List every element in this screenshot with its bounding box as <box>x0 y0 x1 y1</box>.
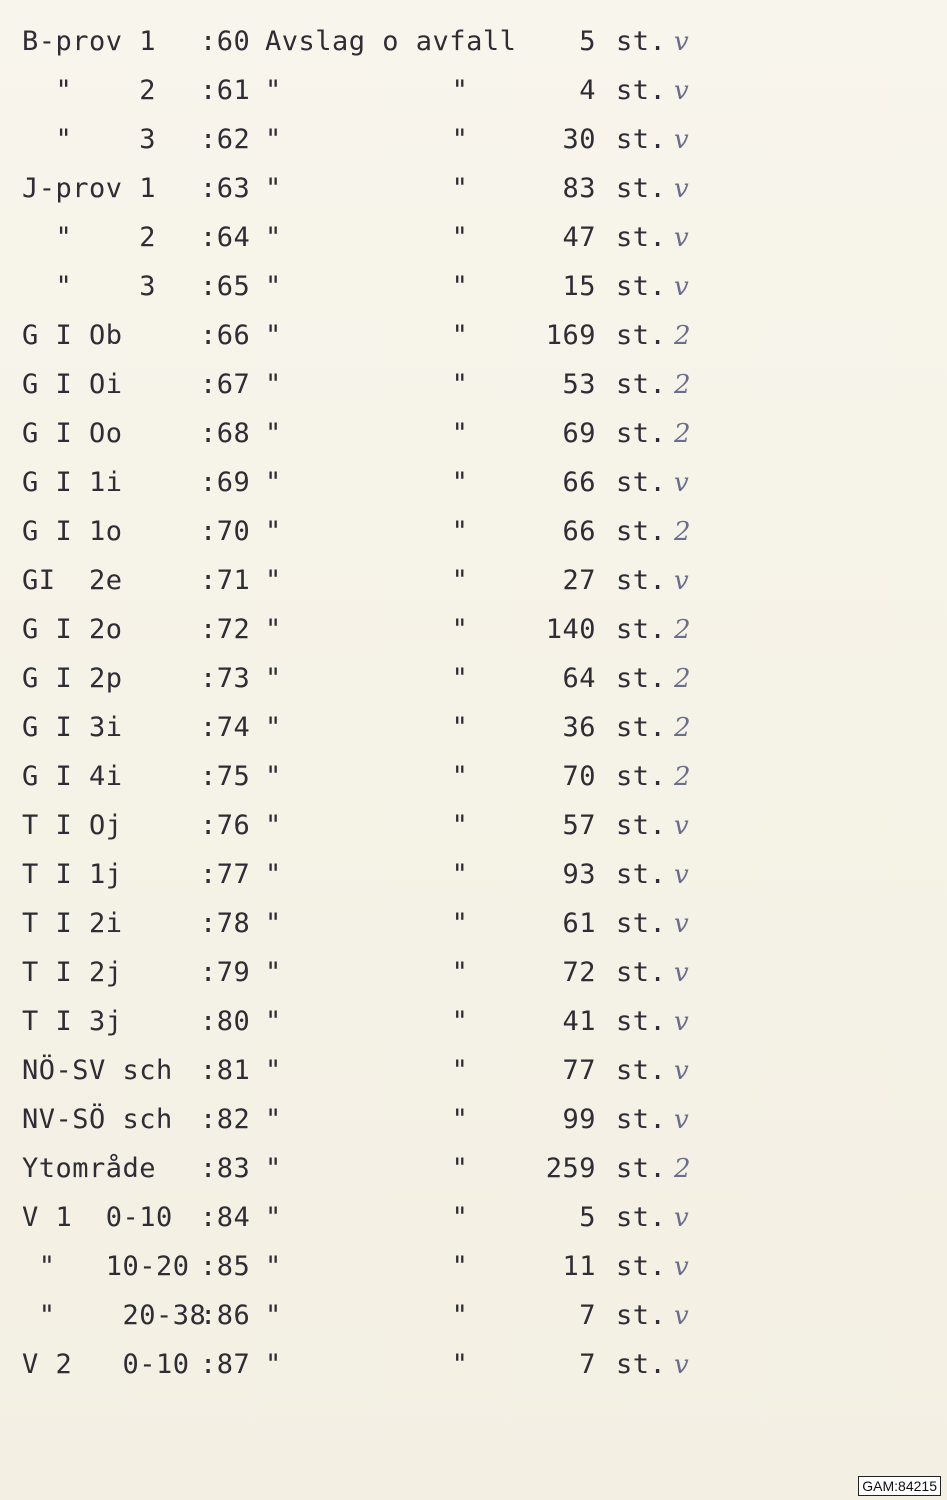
entry-count: 5 <box>579 26 596 57</box>
entry-check-mark: 2 <box>674 517 692 547</box>
entry-count: 47 <box>562 222 596 253</box>
entry-number: :73 <box>200 663 251 694</box>
entry-number: :81 <box>200 1055 251 1086</box>
entry-count: 77 <box>562 1055 596 1086</box>
entry-unit: st. <box>616 1006 667 1037</box>
entry-number: :83 <box>200 1153 251 1184</box>
entry-description: " <box>265 1202 282 1233</box>
entry-description: " <box>265 663 282 694</box>
entry-number: :63 <box>200 173 251 204</box>
entry-count: 41 <box>562 1006 596 1037</box>
entry-check-mark: v <box>674 1007 690 1037</box>
entry-description: " <box>265 1251 282 1282</box>
entry-check-mark: v <box>674 909 690 939</box>
entry-unit: st. <box>616 418 667 449</box>
entry-unit: st. <box>616 712 667 743</box>
entry-check-mark: v <box>674 1056 690 1086</box>
entry-number: :69 <box>200 467 251 498</box>
entry-unit: st. <box>616 663 667 694</box>
entry-number: :86 <box>200 1300 251 1331</box>
entry-check-mark: 2 <box>674 321 692 351</box>
entry-label: " 10-20 <box>22 1251 190 1282</box>
entry-unit: st. <box>616 173 667 204</box>
entry-ditto: " <box>451 124 469 155</box>
entry-count: 27 <box>562 565 596 596</box>
entry-row <box>0 806 947 855</box>
entry-ditto: " <box>451 614 469 645</box>
entry-row <box>0 953 947 1002</box>
entry-check-mark: v <box>674 1301 690 1331</box>
entry-label: " 3 <box>22 271 157 302</box>
entry-number: :74 <box>200 712 251 743</box>
entry-ditto: " <box>451 1104 469 1135</box>
entry-description: " <box>265 614 282 645</box>
entry-label: T I 2j <box>22 957 123 988</box>
entry-description: " <box>265 761 282 792</box>
entry-ditto: " <box>451 1349 469 1380</box>
entry-number: :82 <box>200 1104 251 1135</box>
entry-ditto: " <box>451 516 469 547</box>
entry-label: " 3 <box>22 124 157 155</box>
entry-check-mark: 2 <box>674 713 692 743</box>
entry-count: 66 <box>562 516 596 547</box>
entry-unit: st. <box>616 1153 667 1184</box>
entry-unit: st. <box>616 124 667 155</box>
entry-count: 4 <box>579 75 596 106</box>
entry-list <box>0 22 947 1394</box>
entry-unit: st. <box>616 1202 667 1233</box>
entry-label: " 2 <box>22 75 157 106</box>
entry-check-mark: 2 <box>674 615 692 645</box>
entry-check-mark: v <box>674 76 690 106</box>
entry-description: " <box>265 1006 282 1037</box>
entry-description: " <box>265 1153 282 1184</box>
entry-check-mark: v <box>674 125 690 155</box>
entry-number: :70 <box>200 516 251 547</box>
entry-description: " <box>265 418 282 449</box>
entry-check-mark: v <box>674 860 690 890</box>
entry-label: NÖ-SV sch <box>22 1055 173 1086</box>
entry-row <box>0 708 947 757</box>
entry-count: 69 <box>562 418 596 449</box>
entry-check-mark: 2 <box>674 419 692 449</box>
entry-count: 7 <box>579 1349 596 1380</box>
entry-label: " 20-38 <box>22 1300 207 1331</box>
entry-number: :87 <box>200 1349 251 1380</box>
entry-description: " <box>265 320 282 351</box>
entry-count: 83 <box>562 173 596 204</box>
entry-unit: st. <box>616 1251 667 1282</box>
entry-unit: st. <box>616 320 667 351</box>
entry-unit: st. <box>616 369 667 400</box>
entry-row <box>0 365 947 414</box>
entry-check-mark: 2 <box>674 664 692 694</box>
entry-label: V 1 0-10 <box>22 1202 173 1233</box>
entry-count: 5 <box>579 1202 596 1233</box>
entry-row <box>0 414 947 463</box>
entry-unit: st. <box>616 1104 667 1135</box>
entry-row <box>0 659 947 708</box>
entry-ditto: " <box>451 859 469 890</box>
entry-ditto: " <box>451 1251 469 1282</box>
entry-unit: st. <box>616 271 667 302</box>
entry-ditto: " <box>451 75 469 106</box>
entry-description: " <box>265 565 282 596</box>
entry-description: " <box>265 1055 282 1086</box>
entry-label: T I 3j <box>22 1006 123 1037</box>
entry-description: " <box>265 516 282 547</box>
entry-row <box>0 463 947 512</box>
entry-label: G I 1o <box>22 516 123 547</box>
entry-count: 70 <box>562 761 596 792</box>
entry-label: T I Oj <box>22 810 123 841</box>
entry-number: :71 <box>200 565 251 596</box>
entry-row <box>0 218 947 267</box>
entry-description: " <box>265 124 282 155</box>
entry-ditto: " <box>451 1300 469 1331</box>
entry-row <box>0 1345 947 1394</box>
entry-label: " 2 <box>22 222 157 253</box>
entry-label: J-prov 1 <box>22 173 157 204</box>
entry-unit: st. <box>616 467 667 498</box>
entry-unit: st. <box>616 1349 667 1380</box>
entry-label: T I 2i <box>22 908 123 939</box>
entry-count: 64 <box>562 663 596 694</box>
entry-check-mark: v <box>674 1105 690 1135</box>
entry-count: 30 <box>562 124 596 155</box>
entry-number: :66 <box>200 320 251 351</box>
entry-ditto: " <box>451 418 469 449</box>
entry-label: Ytområde <box>22 1153 157 1184</box>
entry-unit: st. <box>616 565 667 596</box>
entry-check-mark: 2 <box>674 762 692 792</box>
archive-stamp: GAM:84215 <box>858 1476 941 1496</box>
entry-number: :65 <box>200 271 251 302</box>
entry-row <box>0 120 947 169</box>
entry-row <box>0 1247 947 1296</box>
entry-number: :78 <box>200 908 251 939</box>
entry-description: " <box>265 369 282 400</box>
entry-number: :72 <box>200 614 251 645</box>
entry-label: V 2 0-10 <box>22 1349 190 1380</box>
entry-count: 99 <box>562 1104 596 1135</box>
entry-row <box>0 904 947 953</box>
entry-label: G I 4i <box>22 761 123 792</box>
entry-label: G I Ob <box>22 320 123 351</box>
entry-description: " <box>265 75 282 106</box>
entry-count: 61 <box>562 908 596 939</box>
entry-check-mark: v <box>674 27 690 57</box>
entry-description: " <box>265 712 282 743</box>
entry-ditto: " <box>451 957 469 988</box>
entry-ditto: " <box>451 663 469 694</box>
entry-check-mark: v <box>674 272 690 302</box>
entry-unit: st. <box>616 810 667 841</box>
entry-count: 169 <box>545 320 596 351</box>
entry-label: G I 2p <box>22 663 123 694</box>
entry-number: :60 <box>200 26 251 57</box>
entry-unit: st. <box>616 761 667 792</box>
entry-description: " <box>265 173 282 204</box>
entry-number: :62 <box>200 124 251 155</box>
entry-description: " <box>265 467 282 498</box>
entry-label: G I 2o <box>22 614 123 645</box>
entry-count: 15 <box>562 271 596 302</box>
entry-count: 140 <box>545 614 596 645</box>
entry-count: 11 <box>562 1251 596 1282</box>
entry-row <box>0 855 947 904</box>
entry-number: :76 <box>200 810 251 841</box>
entry-label: B-prov 1 <box>22 26 157 57</box>
entry-unit: st. <box>616 614 667 645</box>
entry-row <box>0 1100 947 1149</box>
entry-ditto: " <box>451 320 469 351</box>
entry-check-mark: v <box>674 566 690 596</box>
entry-count: 53 <box>562 369 596 400</box>
entry-unit: st. <box>616 1055 667 1086</box>
entry-row <box>0 512 947 561</box>
entry-unit: st. <box>616 908 667 939</box>
entry-row <box>0 1051 947 1100</box>
entry-number: :67 <box>200 369 251 400</box>
entry-check-mark: v <box>674 1252 690 1282</box>
entry-label: T I 1j <box>22 859 123 890</box>
entry-label: NV-SÖ sch <box>22 1104 173 1135</box>
entry-check-mark: 2 <box>674 1154 692 1184</box>
entry-description: " <box>265 1300 282 1331</box>
entry-check-mark: v <box>674 1350 690 1380</box>
entry-ditto: " <box>451 1006 469 1037</box>
entry-label: G I 3i <box>22 712 123 743</box>
entry-description: " <box>265 908 282 939</box>
entry-ditto: " <box>451 369 469 400</box>
entry-check-mark: v <box>674 223 690 253</box>
entry-ditto: " <box>451 271 469 302</box>
entry-label: G I Oi <box>22 369 123 400</box>
entry-row <box>0 1002 947 1051</box>
entry-number: :68 <box>200 418 251 449</box>
entry-row <box>0 1198 947 1247</box>
entry-ditto: " <box>451 1202 469 1233</box>
entry-description: " <box>265 1104 282 1135</box>
entry-ditto: " <box>451 173 469 204</box>
entry-check-mark: v <box>674 174 690 204</box>
entry-unit: st. <box>616 222 667 253</box>
entry-description: " <box>265 1349 282 1380</box>
entry-row <box>0 22 947 71</box>
entry-number: :79 <box>200 957 251 988</box>
entry-label: G I Oo <box>22 418 123 449</box>
entry-count: 36 <box>562 712 596 743</box>
entry-ditto: " <box>451 1055 469 1086</box>
entry-check-mark: v <box>674 1203 690 1233</box>
entry-row <box>0 316 947 365</box>
entry-count: 57 <box>562 810 596 841</box>
entry-description: " <box>265 271 282 302</box>
entry-number: :61 <box>200 75 251 106</box>
entry-ditto: " <box>451 565 469 596</box>
entry-check-mark: v <box>674 958 690 988</box>
entry-number: :80 <box>200 1006 251 1037</box>
entry-row <box>0 267 947 316</box>
entry-row <box>0 71 947 120</box>
entry-ditto: " <box>451 712 469 743</box>
entry-unit: st. <box>616 75 667 106</box>
entry-description: Avslag o avfall <box>265 26 517 57</box>
entry-number: :84 <box>200 1202 251 1233</box>
entry-row <box>0 1296 947 1345</box>
entry-unit: st. <box>616 26 667 57</box>
entry-number: :75 <box>200 761 251 792</box>
entry-number: :85 <box>200 1251 251 1282</box>
entry-unit: st. <box>616 859 667 890</box>
entry-label: GI 2e <box>22 565 123 596</box>
entry-count: 72 <box>562 957 596 988</box>
entry-unit: st. <box>616 957 667 988</box>
entry-row <box>0 1149 947 1198</box>
entry-unit: st. <box>616 516 667 547</box>
entry-count: 66 <box>562 467 596 498</box>
entry-check-mark: v <box>674 468 690 498</box>
entry-unit: st. <box>616 1300 667 1331</box>
entry-ditto: " <box>451 1153 469 1184</box>
entry-ditto: " <box>451 467 469 498</box>
entry-description: " <box>265 859 282 890</box>
entry-label: G I 1i <box>22 467 123 498</box>
entry-ditto: " <box>451 222 469 253</box>
entry-row <box>0 610 947 659</box>
entry-check-mark: 2 <box>674 370 692 400</box>
entry-number: :77 <box>200 859 251 890</box>
entry-ditto: " <box>451 908 469 939</box>
entry-description: " <box>265 957 282 988</box>
entry-ditto: " <box>451 761 469 792</box>
entry-count: 259 <box>545 1153 596 1184</box>
entry-description: " <box>265 222 282 253</box>
entry-row <box>0 169 947 218</box>
entry-count: 93 <box>562 859 596 890</box>
entry-check-mark: v <box>674 811 690 841</box>
entry-number: :64 <box>200 222 251 253</box>
entry-row <box>0 757 947 806</box>
entry-ditto: " <box>451 810 469 841</box>
entry-row <box>0 561 947 610</box>
entry-description: " <box>265 810 282 841</box>
entry-count: 7 <box>579 1300 596 1331</box>
